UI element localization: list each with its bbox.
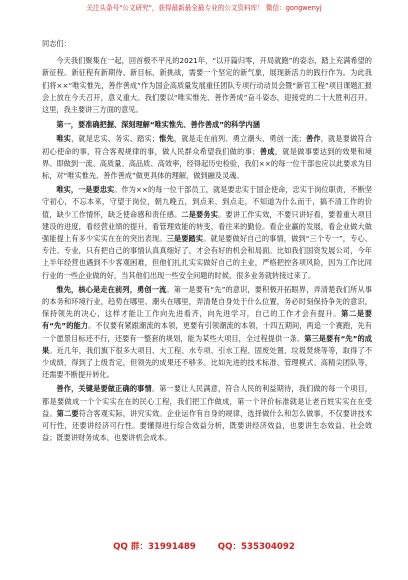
paragraph-weishi [42,184,372,282]
text: 。不仅要有紧跟潮流的本领，更要有引领潮流的本领，十四五期间，两追一个赛跑，先有一个愿景目标还不行，还要有一整套的规划，能为某些大项目，全过程提供一条。 [42,321,372,343]
document-body [42,38,372,447]
lead-text: 第三是要有“先”的成果 [42,333,372,355]
text: ，就是走在前列、勇立潮头、勇创一流； [173,134,306,144]
text: 。作为××的每一位干部员工，就是要忠实于国企使命，忠实于岗位职责，不断坚守初心，不忘本来，守望于岗位，朝九晚五，到点来、到点走，不知道为什么而干，搞不清工作的价值，缺少工作情怀，缺乏使命感和责任感。 [42,185,372,219]
text: 。就是要做好自己的事情，做到“三个专一”，专心、专注、专业，只有把自己的事情认真真细好了，才会有好的机会和局面。比如我们国资发展公司，今年上半年经营也遇到不少客观困难，但他们扎扎实实做好自己的主业，严格把控各项风险，因为工作比同行业的一些企业做的好，当其他们出现一些安全问题的时候，很多业务就转接过来了。 [42,234,372,280]
section-heading-1: 第一，要准确把握、深刻理解“唯实惟先、善作善成”的科学内涵 [56,120,260,130]
lead-text: 惟先，核心是走在前列，勇创一流 [56,284,167,294]
term-shanzuo: 善作 [305,134,321,144]
text: ，就是忠实、务实、踏实； [71,134,160,144]
text: 。要讲工作实效，不要只讲好看，要着重大项目建设的进度，看经营业绩的提升，看管理效能的转变，看往来的勤俭。看企业赢的发展，看企业做大做强能提上有多少实实在在的突出表现。 [42,209,372,244]
lead-text: 第二要 [56,408,79,418]
text: 。第一要让人民满意，符合人民的利益期待，我们做的每一个项目，都是要做成一个个实实在在的民心工程，我们把工作做成，第一个评价标准就是让老百姓实实在在受益。 [42,384,372,418]
term-weixian: 惟先 [159,134,174,144]
banner-line: 关注头条号"公文研究"，获得最新最全最专业的公文资料库！ 微信：gongwenyj [86,4,322,12]
header-banner [0,4,408,13]
term-weishi: 唯实 [56,134,72,144]
lead-text: 三是要踏实 [166,234,204,244]
footer-contact [0,540,408,552]
term-shancheng: 善成 [259,146,275,156]
text: 符合客观实际，讲究实效。企业运作有自身的规律，选择做什么和怎么做事，不仅要讲技术可行性，还要讲经济可行性。要懂得进行综合效益分析，既要讲经济效益，也要讲生态效益、社会效益；既要讲财务成本，也要讲机会成本。 [42,408,372,443]
paragraph-intro: 今天我们聚集在一起，回首极不平凡的2021年，“以开篇归零，开局就跑”的姿态，踏上充满希望的新征程。新征程有新期待、新目标、新挑战，需要一个坚定的新气象，展现新活力的践行作为。为此我们将××“唯实惟先，善作善成”作为国企高质量发展重任团队专项行动动员会暨“新官工程”项目课题汇报会上放在今天召开，意义重大。我们要以“唯实惟先、善作善成”奋斗姿态，迎接党的二十大胜利召开。这里，我主要讲三方面的意见。 [42,56,372,115]
lead-text: 善作，关键是要做正确的事情 [56,384,152,394]
paragraph-shanzuo [42,383,372,444]
text: ，就是要做符合初心使命的事，符合客观规律的事，做人民群众希望我们做的事； [42,134,372,156]
text: 。第一是要有“先”的意识，要积极开拓眼界，弄清楚我们所从事的本务和环境行业，趋势在哪里、潮头在哪里，弄清楚自身处于什么位置，务必时刻保持争先的意识，保持领先的决心，这样才能让工作向先进看齐，向先进学习，自己的工作才会有提升。 [42,284,372,319]
lead-text: 二是要务实 [181,209,219,219]
qq-number: QQ：535304092 [217,542,295,552]
lead-text: 唯实，一是要忠实 [56,185,115,195]
qq-group: QQ 群：31991489 [113,542,196,552]
greeting: 同志们： [42,39,71,48]
text: 。近几年，我们旗下很多大项目、大工程、水专项、引水工程、固废处置、垃圾焚烧等等，取得了不少成绩，得到了上级肯定，但领先的成果还不够多。比如先进的技术标准、管理模式、高精尖团队等，还需要不断提升转化。 [42,345,372,380]
text: ，就是做事要达到的效果和境界。即做到一流、高质量、高品质、高效率，经得起历史检验，我们××的每一位干部也应以此要求为目标，对“唯实惟先、善作善成”做更具体的理解，做到融及灵魂。 [42,146,372,181]
lead-text: 第二是要有“先”的能力 [42,309,372,331]
paragraph-weixian [42,284,372,382]
paragraph-definition [42,133,372,182]
